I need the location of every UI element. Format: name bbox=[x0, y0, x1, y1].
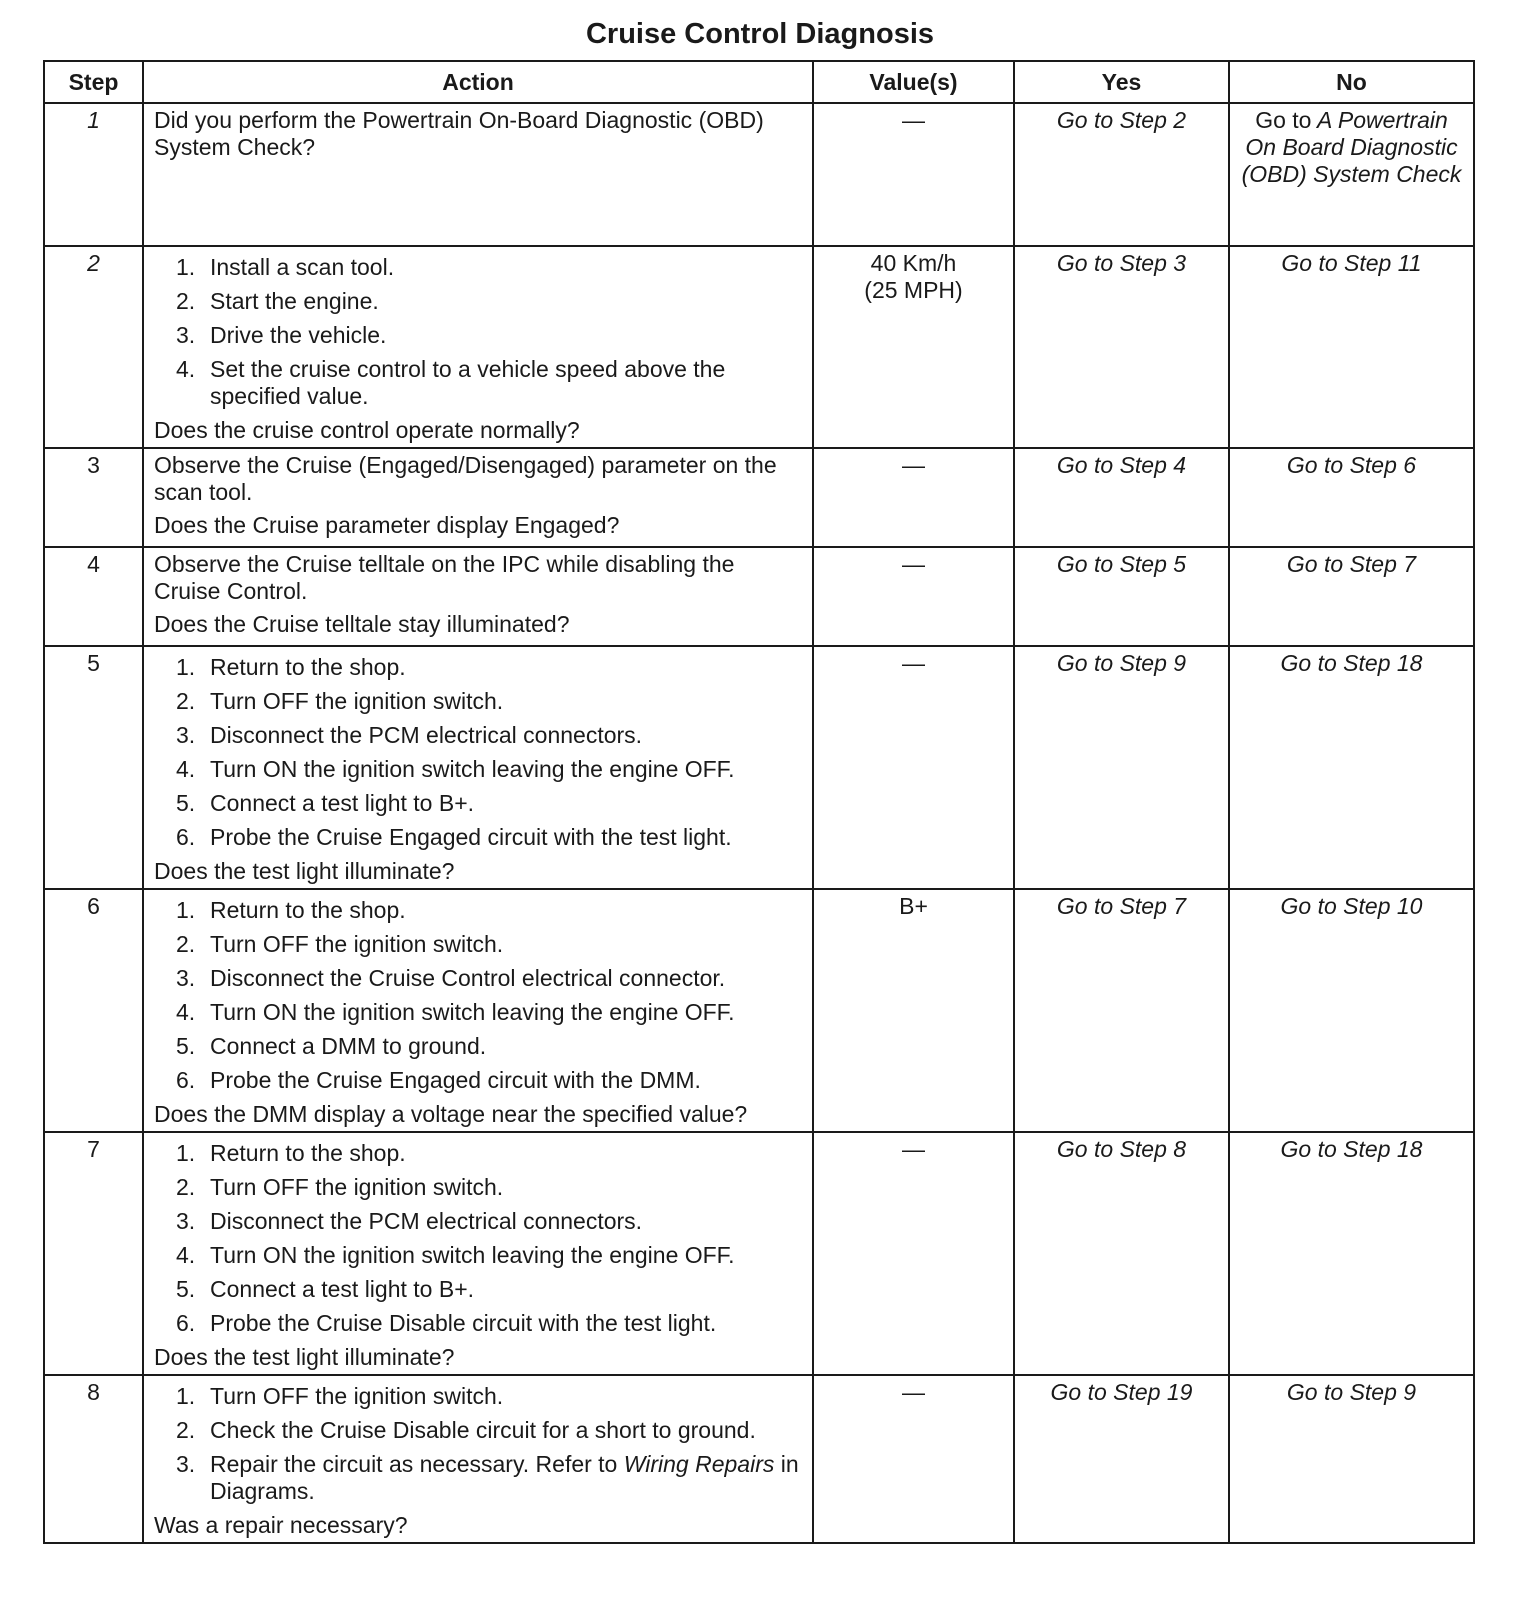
list-item: 5. Connect a test light to B+. bbox=[176, 1276, 475, 1302]
value-cell: — bbox=[813, 103, 1014, 246]
step-number: 8 bbox=[44, 1375, 143, 1543]
action-list bbox=[154, 1383, 802, 1505]
list-item: 6. Probe the Cruise Engaged circuit with the test light. bbox=[176, 824, 732, 850]
action-question: Does the DMM display a voltage near the specified value? bbox=[154, 1101, 748, 1127]
list-item: 3. Disconnect the Cruise Control electrical connector. bbox=[176, 965, 726, 991]
header-no: No bbox=[1229, 61, 1474, 103]
action-cell bbox=[143, 646, 813, 889]
step-number: 3 bbox=[44, 448, 143, 547]
step-number: 4 bbox=[44, 547, 143, 646]
page-title: Cruise Control Diagnosis bbox=[585, 18, 935, 50]
header-values: Value(s) bbox=[813, 61, 1014, 103]
list-item: 1. Return to the shop. bbox=[176, 654, 406, 680]
table-row bbox=[44, 646, 1474, 889]
value-cell bbox=[813, 246, 1014, 448]
action-question: Does the Cruise parameter display Engaged? bbox=[154, 512, 620, 538]
list-item: 1. Return to the shop. bbox=[176, 897, 406, 923]
no-prefix: Go to bbox=[1255, 107, 1312, 133]
table-row bbox=[44, 1132, 1474, 1375]
list-item: 2. Check the Cruise Disable circuit for a short to ground. bbox=[176, 1417, 756, 1443]
diagnosis-table bbox=[43, 60, 1475, 1544]
action-text: Observe the Cruise (Engaged/Disengaged) parameter on the scan tool. bbox=[154, 452, 777, 505]
yes-cell: Go to Step 2 bbox=[1014, 103, 1229, 246]
table-row bbox=[44, 1375, 1474, 1543]
table-row bbox=[44, 547, 1474, 646]
action-cell bbox=[143, 448, 813, 547]
repair-text: Repair the circuit as necessary. Refer to bbox=[210, 1451, 618, 1477]
step-number: 1 bbox=[44, 103, 143, 246]
action-list bbox=[154, 254, 802, 410]
no-cell: Go to Step 6 bbox=[1229, 448, 1474, 547]
no-cell: Go to Step 18 bbox=[1229, 1132, 1474, 1375]
list-item: 6. Probe the Cruise Disable circuit with the test light. bbox=[176, 1310, 717, 1336]
step-number: 6 bbox=[44, 889, 143, 1132]
list-item: 3. Drive the vehicle. bbox=[176, 322, 387, 348]
yes-cell: Go to Step 9 bbox=[1014, 646, 1229, 889]
list-item: 3. Disconnect the PCM electrical connectors. bbox=[176, 722, 643, 748]
table-row bbox=[44, 889, 1474, 1132]
no-cell: Go to Step 11 bbox=[1229, 246, 1474, 448]
list-item: 4. Turn ON the ignition switch leaving the engine OFF. bbox=[176, 1242, 735, 1268]
list-item: 3. Repair the circuit as necessary. Refer to Wiring Repairs in Diagrams. bbox=[176, 1451, 799, 1504]
action-question: Does the Cruise telltale stay illuminated? bbox=[154, 611, 570, 637]
action-cell bbox=[143, 1375, 813, 1543]
yes-cell: Go to Step 19 bbox=[1014, 1375, 1229, 1543]
action-cell bbox=[143, 547, 813, 646]
value-cell: — bbox=[813, 1375, 1014, 1543]
table-row bbox=[44, 246, 1474, 448]
value-cell: — bbox=[813, 646, 1014, 889]
value-line: 40 Km/h bbox=[870, 250, 957, 276]
list-item: 2. Turn OFF the ignition switch. bbox=[176, 931, 504, 957]
action-cell bbox=[143, 1132, 813, 1375]
list-item: 3. Disconnect the PCM electrical connectors. bbox=[176, 1208, 643, 1234]
list-item: 1. Return to the shop. bbox=[176, 1140, 406, 1166]
value-cell: — bbox=[813, 1132, 1014, 1375]
action-question: Does the cruise control operate normally? bbox=[154, 417, 580, 443]
yes-cell: Go to Step 7 bbox=[1014, 889, 1229, 1132]
list-item: 4. Turn ON the ignition switch leaving the engine OFF. bbox=[176, 999, 735, 1025]
value-cell: B+ bbox=[813, 889, 1014, 1132]
no-reference: A Powertrain On Board Diagnostic (OBD) System Check bbox=[1241, 107, 1462, 187]
yes-cell: Go to Step 8 bbox=[1014, 1132, 1229, 1375]
list-item: 5. Connect a DMM to ground. bbox=[176, 1033, 487, 1059]
action-list bbox=[154, 654, 802, 851]
list-item: 4. Turn ON the ignition switch leaving the engine OFF. bbox=[176, 756, 735, 782]
action-question: Does the test light illuminate? bbox=[154, 1344, 455, 1370]
action-question: Was a repair necessary? bbox=[154, 1512, 408, 1538]
step-number: 5 bbox=[44, 646, 143, 889]
list-item: 6. Probe the Cruise Engaged circuit with the DMM. bbox=[176, 1067, 701, 1093]
repair-suffix: in Diagrams. bbox=[210, 1451, 799, 1504]
no-cell: Go to Step 18 bbox=[1229, 646, 1474, 889]
yes-cell: Go to Step 4 bbox=[1014, 448, 1229, 547]
step-number: 2 bbox=[44, 246, 143, 448]
no-cell: Go to Step 7 bbox=[1229, 547, 1474, 646]
header-action: Action bbox=[143, 61, 813, 103]
list-item: 2. Turn OFF the ignition switch. bbox=[176, 1174, 504, 1200]
list-item: 1. Turn OFF the ignition switch. bbox=[176, 1383, 504, 1409]
action-list bbox=[154, 897, 802, 1094]
action-text: Did you perform the Powertrain On-Board Diagnostic (OBD) System Check? bbox=[154, 107, 764, 160]
no-cell: Go to Step 9 bbox=[1229, 1375, 1474, 1543]
header-yes: Yes bbox=[1014, 61, 1229, 103]
table-row bbox=[44, 103, 1474, 246]
action-text: Observe the Cruise telltale on the IPC while disabling the Cruise Control. bbox=[154, 551, 735, 604]
action-cell bbox=[143, 103, 813, 246]
header-step: Step bbox=[44, 61, 143, 103]
list-item: 5. Connect a test light to B+. bbox=[176, 790, 475, 816]
wiring-repairs-reference: Wiring Repairs bbox=[623, 1451, 775, 1477]
value-cell: — bbox=[813, 448, 1014, 547]
list-item: 4. Set the cruise control to a vehicle speed above the specified value. bbox=[176, 356, 726, 409]
value-cell: — bbox=[813, 547, 1014, 646]
yes-cell: Go to Step 5 bbox=[1014, 547, 1229, 646]
action-cell bbox=[143, 889, 813, 1132]
action-cell bbox=[143, 246, 813, 448]
yes-cell: Go to Step 3 bbox=[1014, 246, 1229, 448]
action-question: Does the test light illuminate? bbox=[154, 858, 455, 884]
step-number: 7 bbox=[44, 1132, 143, 1375]
table-row bbox=[44, 448, 1474, 547]
value-line: (25 MPH) bbox=[864, 277, 963, 303]
no-cell bbox=[1229, 103, 1474, 246]
list-item: 2. Turn OFF the ignition switch. bbox=[176, 688, 504, 714]
list-item: 2. Start the engine. bbox=[176, 288, 379, 314]
header-row bbox=[44, 61, 1474, 103]
list-item: 1. Install a scan tool. bbox=[176, 254, 395, 280]
no-cell: Go to Step 10 bbox=[1229, 889, 1474, 1132]
action-list bbox=[154, 1140, 802, 1337]
